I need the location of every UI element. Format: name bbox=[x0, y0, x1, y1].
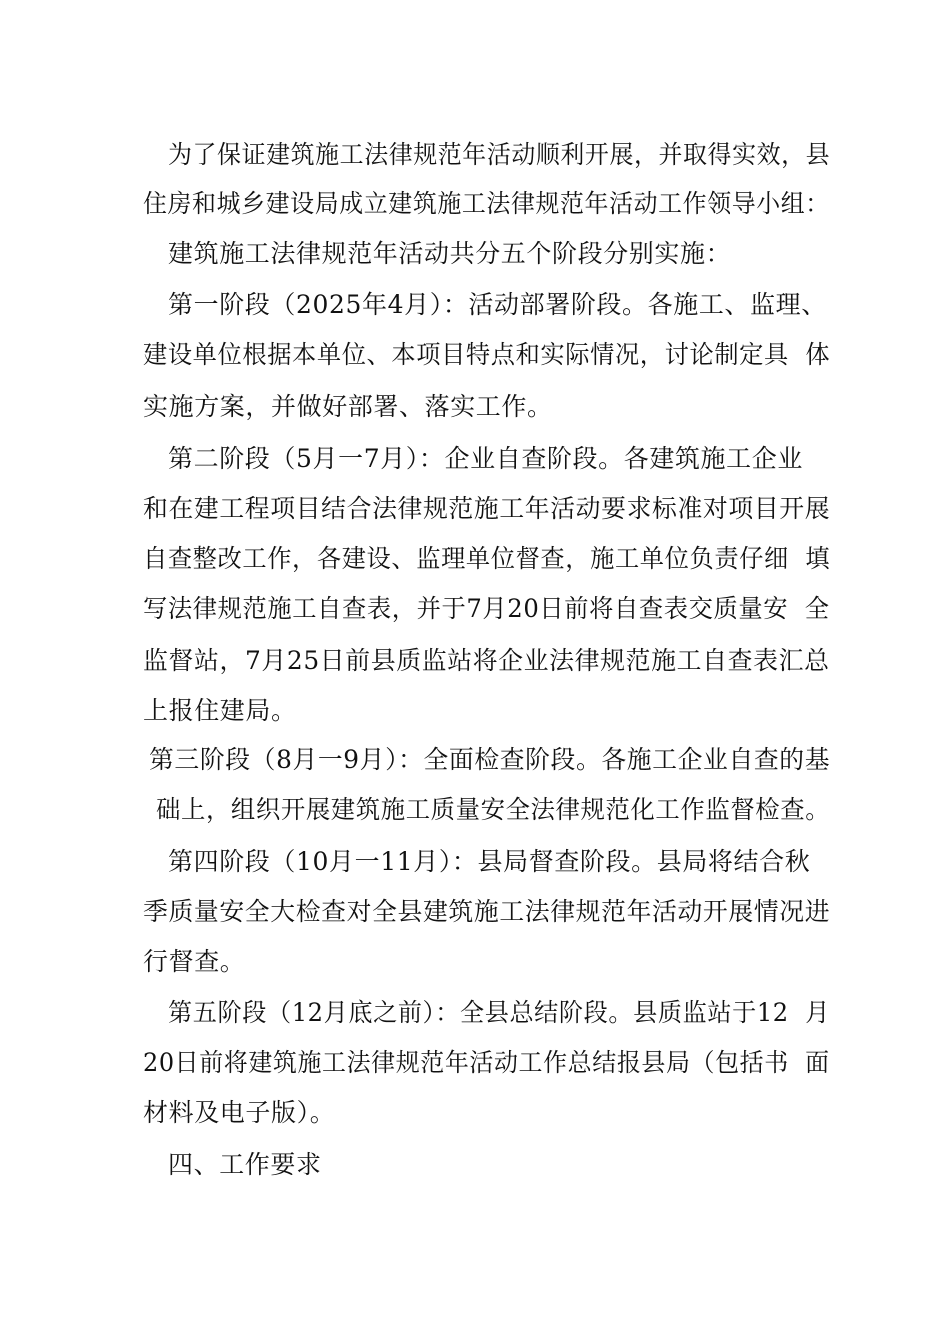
text-line: 材料及电子版）。 bbox=[143, 1098, 336, 1127]
text-line: 第二阶段（5月一7月）：企业自查阶段。各建筑施工企业 bbox=[168, 444, 803, 473]
text-line: 第五阶段（12月底之前）：全县总结阶段。县质监站于12 月 bbox=[168, 998, 831, 1027]
text-line: 自查整改工作，各建设、监理单位督查，施工单位负责仔细 填 bbox=[143, 544, 831, 573]
text-line: 为了保证建筑施工法律规范年活动顺利开展，并取得实效，县 bbox=[168, 140, 831, 169]
text-line: 写法律规范施工自查表，并于7月20日前将自查表交质量安 全 bbox=[143, 594, 830, 623]
text-line: 住房和城乡建设局成立建筑施工法律规范年活动工作领导小组： bbox=[143, 189, 830, 218]
text-line: 第四阶段（10月一11月）：县局督查阶段。县局将结合秋 bbox=[168, 847, 811, 876]
text-line: 行督查。 bbox=[143, 947, 246, 976]
text-line: 第一阶段（2025年4月）：活动部署阶段。各施工、监理、 bbox=[168, 290, 827, 319]
text-line: 季质量安全大检查对全县建筑施工法律规范年活动开展情况进 bbox=[143, 897, 831, 926]
text-line: 建设单位根据本单位、本项目特点和实际情况，讨论制定具 体 bbox=[143, 340, 831, 369]
text-line: 实施方案，并做好部署、落实工作。 bbox=[143, 392, 553, 421]
text-line: 监督站，7月25日前县质监站将企业法律规范施工自查表汇总 bbox=[143, 646, 830, 675]
text-line: 础上，组织开展建筑施工质量安全法律规范化工作监督检查。 bbox=[156, 795, 831, 824]
text-line: 上报住建局。 bbox=[143, 696, 297, 725]
text-line: 和在建工程项目结合法律规范施工年活动要求标准对项目开展 bbox=[143, 494, 831, 523]
text-line: 20日前将建筑施工法律规范年活动工作总结报县局（包括书 面 bbox=[143, 1048, 830, 1077]
text-line: 建筑施工法律规范年活动共分五个阶段分别实施： bbox=[168, 239, 732, 268]
section-heading: 四、工作要求 bbox=[168, 1150, 322, 1179]
text-line: 第三阶段（8月一9月）：全面检查阶段。各施工企业自查的基 bbox=[149, 745, 831, 774]
